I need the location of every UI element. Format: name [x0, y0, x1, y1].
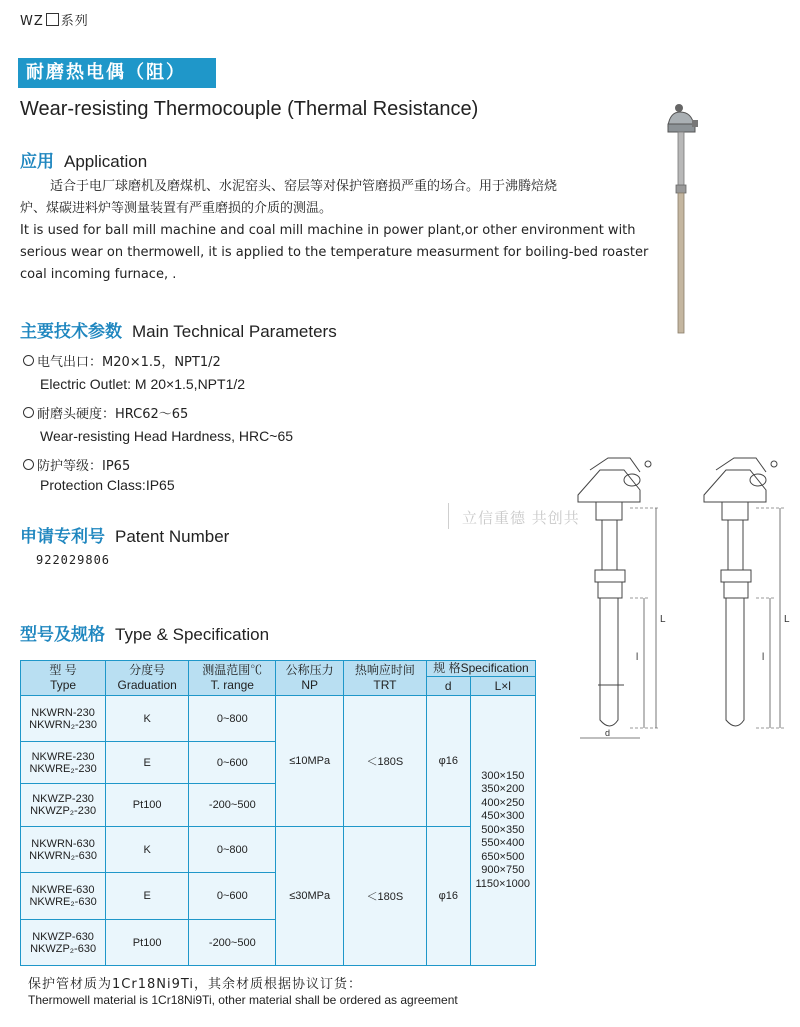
table-row: [21, 827, 536, 873]
application-heading-en: Application: [64, 152, 148, 171]
param-en-1: Electric Outlet: M 20×1.5,NPT1/2: [40, 376, 246, 392]
col-header-graduation: 分度号 Graduation: [106, 661, 189, 696]
parameters-heading-en: Main Technical Parameters: [132, 322, 337, 341]
range-cell: 0~800: [189, 827, 276, 873]
parameters-heading-cn: 主要技术参数: [20, 322, 122, 342]
param-en-2: Wear-resisting Head Hardness, HRC~65: [40, 428, 294, 444]
application-heading: [20, 147, 147, 172]
trt-cell: ＜180S: [343, 827, 426, 966]
d-cell: φ16: [426, 696, 470, 827]
param-cn-text: 防护等级：IP65: [37, 459, 131, 474]
col-header-spec: 规 格Specification: [426, 661, 535, 677]
range-cell: 0~800: [189, 696, 276, 742]
material-note-cn: 保护管材质为1Cr18Ni9Ti，其余材质根据协议订货：: [28, 977, 362, 992]
range-cell: -200~500: [189, 784, 276, 827]
param-cn-3: [23, 455, 130, 474]
application-text: [20, 176, 670, 286]
range-cell: 0~600: [189, 742, 276, 784]
param-cn-text: 电气出口：M20×1.5，NPT1/2: [37, 355, 221, 370]
spec-table: [20, 660, 536, 966]
application-cn-line1: 适合于电厂球磨机及磨煤机、水泥窑头、窑层等对保护管磨损严重的场合。用于沸腾焙烧: [50, 179, 558, 194]
patent-heading: [20, 522, 229, 547]
spec-heading-en: Type & Specification: [115, 625, 270, 644]
table-row: [21, 696, 536, 742]
d-cell: φ16: [426, 827, 470, 966]
np-cell: ≤30MPa: [276, 827, 343, 966]
spec-heading-cn: 型号及规格: [20, 625, 105, 645]
product-banner: 耐磨热电偶（阻）: [18, 58, 216, 88]
bullet-circle-icon: [23, 459, 34, 470]
dim-label-l: l: [762, 652, 765, 663]
range-cell: -200~500: [189, 920, 276, 966]
dim-label-l: l: [636, 652, 639, 663]
page-title: Wear-resisting Thermocouple (Thermal Resistance): [20, 98, 479, 120]
col-header-d: d: [426, 677, 470, 696]
graduation-cell: Pt100: [106, 784, 189, 827]
bullet-circle-icon: [23, 355, 34, 366]
graduation-cell: Pt100: [106, 920, 189, 966]
dim-label-L: L: [784, 614, 790, 625]
application-heading-cn: 应用: [20, 152, 54, 172]
type-cell: NKWRN-230 NKWRN₂-230: [21, 696, 106, 742]
application-en-line3: coal incoming furnace, .: [20, 267, 177, 282]
thermocouple-drawing-right: [690, 450, 800, 750]
thermocouple-drawing-left: [560, 450, 675, 750]
col-header-trt: 热响应时间 TRT: [343, 661, 426, 696]
application-cn-line2: 炉、煤碳进料炉等测量装置有严重磨损的介质的测温。: [20, 201, 333, 216]
series-suffix: 系列: [60, 14, 89, 29]
material-note-en: Thermowell material is 1Cr18Ni9Ti, other material shall be ordered as agreement: [28, 993, 458, 1007]
param-en-3: Protection Class:IP65: [40, 477, 175, 493]
col-header-np: 公称压力 NP: [276, 661, 343, 696]
type-cell: NKWZP-630 NKWZP₂-630: [21, 920, 106, 966]
placeholder-box-icon: [46, 13, 59, 26]
series-prefix: WZ: [20, 14, 44, 29]
patent-number: 922029806: [36, 553, 111, 567]
param-cn-2: [23, 403, 188, 422]
application-en-line2: serious wear on thermowell, it is applied to the temperature measurment for boiling-bed roaster: [20, 245, 649, 260]
graduation-cell: K: [106, 696, 189, 742]
type-cell: NKWZP-230 NKWZP₂-230: [21, 784, 106, 827]
trt-cell: ＜180S: [343, 696, 426, 827]
application-en-line1: It is used for ball mill machine and coal mill machine in power plant,or other environment with: [20, 223, 636, 238]
type-cell: NKWRE-230 NKWRE₂-230: [21, 742, 106, 784]
type-cell: NKWRE-630 NKWRE₂-630: [21, 873, 106, 920]
thermocouple-photo: [660, 100, 710, 340]
graduation-cell: E: [106, 873, 189, 920]
np-cell: ≤10MPa: [276, 696, 343, 827]
col-header-range: 测温范围℃ T. range: [189, 661, 276, 696]
watermark-divider: [448, 503, 449, 529]
type-cell: NKWRN-630 NKWRN₂-630: [21, 827, 106, 873]
parameters-heading: [20, 317, 337, 342]
patent-heading-en: Patent Number: [115, 527, 230, 546]
range-cell: 0~600: [189, 873, 276, 920]
param-cn-text: 耐磨头硬度：HRC62～65: [37, 407, 189, 422]
lengths-cell: 300×150 350×200 400×250 450×300 500×350 550×400 650×500 900×750 1150×1000: [470, 696, 535, 966]
param-cn-1: [23, 351, 221, 370]
graduation-cell: E: [106, 742, 189, 784]
col-header-type: 型 号 Type: [21, 661, 106, 696]
series-label: [20, 10, 89, 29]
graduation-cell: K: [106, 827, 189, 873]
dim-label-d: d: [605, 728, 611, 738]
col-header-lxl: L×l: [470, 677, 535, 696]
spec-heading: [20, 620, 269, 645]
dim-label-L: L: [660, 614, 666, 625]
watermark-text: 立信重德 共创共: [462, 509, 580, 527]
table-header-row: [21, 661, 536, 677]
patent-heading-cn: 申请专利号: [20, 527, 105, 547]
bullet-circle-icon: [23, 407, 34, 418]
